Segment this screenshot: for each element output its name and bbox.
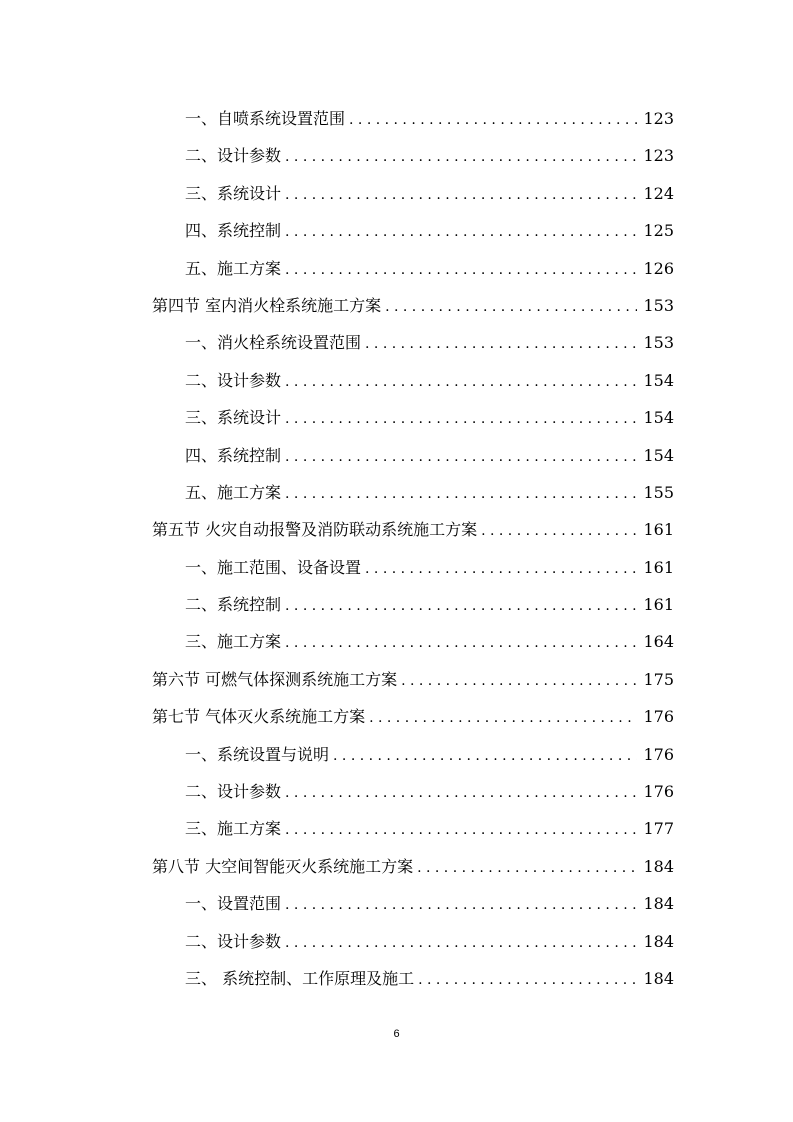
toc-subsection-entry[interactable] xyxy=(152,960,674,997)
toc-subsection-entry[interactable] xyxy=(152,885,674,922)
toc-entry-title: 二、设计参数 xyxy=(185,146,282,166)
toc-dot-leader xyxy=(385,289,637,326)
toc-entry-title: 第五节 火灾自动报警及消防联动系统施工方案 xyxy=(152,520,478,540)
toc-subsection-entry[interactable] xyxy=(152,100,674,137)
page-number: 6 xyxy=(393,1028,400,1040)
toc-subsection-entry[interactable] xyxy=(152,773,674,810)
toc-dot-leader xyxy=(333,738,637,775)
toc-entry-page-number: 176 xyxy=(643,782,674,802)
toc-entry-page-number: 177 xyxy=(643,819,674,839)
toc-entry-page-number: 123 xyxy=(643,109,674,128)
toc-section-entry[interactable] xyxy=(152,511,674,548)
toc-entry-page-number: 153 xyxy=(643,295,674,315)
toc-entry-title: 二、设计参数 xyxy=(185,370,282,390)
toc-dot-leader xyxy=(285,139,637,176)
toc-entry-page-number: 184 xyxy=(643,894,674,914)
toc-subsection-entry[interactable] xyxy=(152,586,674,623)
toc-dot-leader xyxy=(285,887,637,924)
toc-section-entry[interactable] xyxy=(152,698,674,735)
toc-entry-title: 二、设计参数 xyxy=(185,931,282,951)
toc-dot-leader xyxy=(285,925,637,962)
toc-entry-title: 第八节 大空间智能灭火系统施工方案 xyxy=(152,856,414,876)
toc-entry-page-number: 184 xyxy=(643,931,674,951)
toc-dot-leader xyxy=(285,401,637,438)
toc-entry-page-number: 164 xyxy=(643,632,674,652)
toc-entry-page-number: 124 xyxy=(643,183,674,203)
toc-dot-leader xyxy=(418,962,637,999)
toc-entry-title: 第七节 气体灭火系统施工方案 xyxy=(152,707,366,727)
toc-entry-title: 三、系统设计 xyxy=(185,183,282,203)
toc-dot-leader xyxy=(285,588,637,625)
toc-entry-title: 一、设置范围 xyxy=(185,894,282,914)
toc-entry-page-number: 184 xyxy=(643,856,674,876)
toc-entry-page-number: 161 xyxy=(643,557,674,577)
toc-entry-page-number: 161 xyxy=(643,595,674,615)
toc-dot-leader xyxy=(285,439,637,476)
toc-dot-leader xyxy=(369,700,637,737)
toc-entry-title: 四、系统控制 xyxy=(185,445,282,465)
toc-subsection-entry[interactable] xyxy=(152,923,674,960)
toc-subsection-entry[interactable] xyxy=(152,549,674,586)
toc-section-entry[interactable] xyxy=(152,661,674,698)
toc-entry-title: 五、施工方案 xyxy=(185,482,282,502)
toc-entry-page-number: 126 xyxy=(643,258,674,278)
toc-subsection-entry[interactable] xyxy=(152,474,674,511)
toc-entry-page-number: 154 xyxy=(643,445,674,465)
toc-entry-title: 一、自喷系统设置范围 xyxy=(185,109,346,128)
toc-dot-leader xyxy=(285,775,637,812)
toc-dot-leader xyxy=(285,177,637,214)
toc-subsection-entry[interactable] xyxy=(152,399,674,436)
toc-entry-page-number: 176 xyxy=(643,744,674,764)
toc-entry-page-number: 184 xyxy=(643,968,674,988)
toc-subsection-entry[interactable] xyxy=(152,736,674,773)
toc-subsection-entry[interactable] xyxy=(152,250,674,287)
toc-dot-leader xyxy=(285,625,637,662)
toc-entry-page-number: 176 xyxy=(643,707,674,727)
toc-dot-leader xyxy=(285,214,637,251)
toc-entry-page-number: 125 xyxy=(643,221,674,241)
toc-subsection-entry[interactable] xyxy=(152,175,674,212)
toc-section-entry[interactable] xyxy=(152,287,674,324)
table-of-contents xyxy=(152,100,674,997)
toc-dot-leader xyxy=(349,102,637,139)
toc-entry-title: 四、系统控制 xyxy=(185,221,282,241)
toc-entry-title: 一、施工范围、设备设置 xyxy=(185,557,362,577)
toc-entry-title: 第六节 可燃气体探测系统施工方案 xyxy=(152,669,398,689)
toc-entry-page-number: 154 xyxy=(643,408,674,428)
toc-section-entry[interactable] xyxy=(152,848,674,885)
toc-entry-title: 五、施工方案 xyxy=(185,258,282,278)
toc-subsection-entry[interactable] xyxy=(152,623,674,660)
toc-subsection-entry[interactable] xyxy=(152,362,674,399)
toc-dot-leader xyxy=(365,326,637,363)
toc-entry-title: 二、设计参数 xyxy=(185,782,282,802)
toc-subsection-entry[interactable] xyxy=(152,137,674,174)
toc-subsection-entry[interactable] xyxy=(152,212,674,249)
toc-entry-title: 第四节 室内消火栓系统施工方案 xyxy=(152,295,382,315)
toc-entry-title: 一、系统设置与说明 xyxy=(185,744,330,764)
toc-entry-title: 三、系统设计 xyxy=(185,408,282,428)
toc-entry-page-number: 153 xyxy=(643,333,674,353)
toc-entry-title: 三、 系统控制、工作原理及施工 xyxy=(185,968,415,988)
toc-dot-leader xyxy=(417,850,637,887)
toc-subsection-entry[interactable] xyxy=(152,810,674,847)
toc-entry-page-number: 154 xyxy=(643,370,674,390)
toc-subsection-entry[interactable] xyxy=(152,437,674,474)
toc-entry-page-number: 155 xyxy=(643,482,674,502)
toc-dot-leader xyxy=(285,812,637,849)
toc-subsection-entry[interactable] xyxy=(152,324,674,361)
toc-entry-title: 二、系统控制 xyxy=(185,595,282,615)
toc-entry-title: 一、消火栓系统设置范围 xyxy=(185,333,362,353)
toc-entry-page-number: 161 xyxy=(643,520,674,540)
toc-dot-leader xyxy=(401,663,637,700)
toc-entry-title: 三、施工方案 xyxy=(185,819,282,839)
toc-dot-leader xyxy=(481,513,637,550)
toc-entry-page-number: 175 xyxy=(643,669,674,689)
toc-entry-title: 三、施工方案 xyxy=(185,632,282,652)
toc-dot-leader xyxy=(285,364,637,401)
toc-entry-page-number: 123 xyxy=(643,146,674,166)
toc-dot-leader xyxy=(285,252,637,289)
toc-dot-leader xyxy=(365,551,637,588)
toc-dot-leader xyxy=(285,476,637,513)
